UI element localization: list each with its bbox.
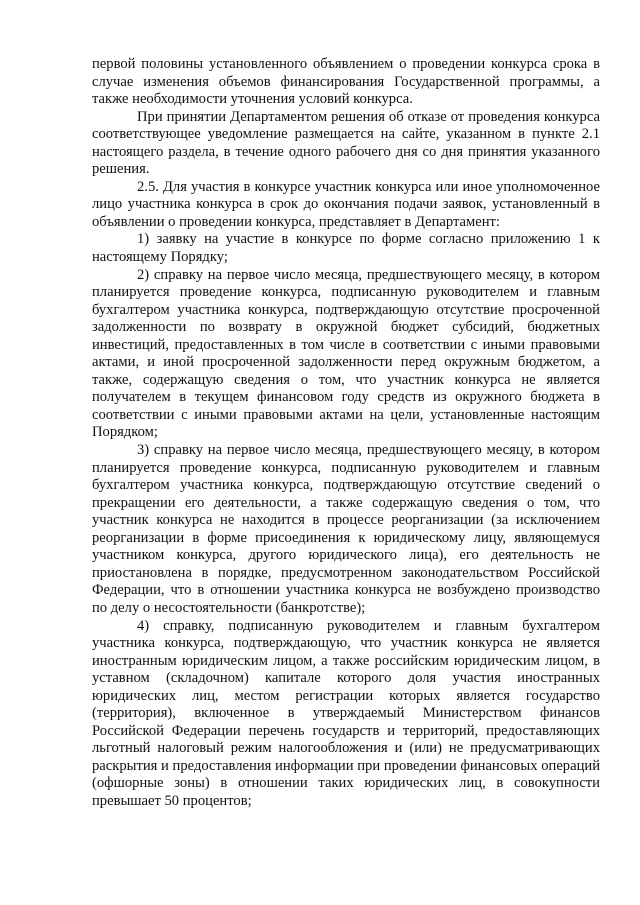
paragraph-continuation: первой половины установленного объявлением о проведении конкурса срока в случае изменения объемов финансирования Государственной программы, а также необходимости уточнения условий конкурса. — [92, 56, 600, 108]
list-item-4: 4) справку, подписанную руководителем и главным бухгалтером участника конкурса, подтверждающую, что участник конкурса не является иностранным юридическим лицом, а также российским юридическим лицом, в уставном (складочном) капитале которого доля участия иностранных юридических лиц, местом регистрации которых является государство (территория), включенное в утверждаемый Министерством финансов Российской Федерации перечень государств и территорий, предоставляющих льготный налоговый режим налогообложения и (или) не предусматривающих раскрытия и предоставления информации при проведении финансовых операций (офшорные зоны) в отношении таких юридических лиц, в совокупности превышает 50 процентов; — [92, 617, 600, 809]
paragraph-section-2-5: 2.5. Для участия в конкурсе участник конкурса или иное уполномоченное лицо участника конкурса в срок до окончания подачи заявок, установленный в объявлении о проведении конкурса, представляет в Департамент: — [92, 178, 600, 230]
list-item-1: 1) заявку на участие в конкурсе по форме согласно приложению 1 к настоящему Порядку; — [92, 231, 600, 266]
document-page — [92, 56, 600, 811]
list-item-3: 3) справку на первое число месяца, предшествующего месяцу, в котором планируется проведение конкурса, подписанную руководителем и главным бухгалтером участника конкурса, подтверждающую отсутствие сведений о прекращении его деятельности, а также содержащую сведения о том, что участник конкурса не находится в процессе реорганизации (за исключением реорганизации в форме присоединения к юридическому лицу, являющемуся участником конкурса, другого юридического лица), его деятельность не приостановлена в порядке, предусмотренном законодательством Российской Федерации, что в отношении участника конкурса не возбуждено производство по делу о несостоятельности (банкротстве); — [92, 442, 600, 616]
paragraph-refusal-notice: При принятии Департаментом решения об отказе от проведения конкурса соответствующее уведомление размещается на сайте, указанном в пункте 2.1 настоящего раздела, в течение одного рабочего дня со дня принятия указанного решения. — [92, 108, 600, 178]
list-item-2: 2) справку на первое число месяца, предшествующего месяцу, в котором планируется проведение конкурса, подписанную руководителем и главным бухгалтером участника конкурса, подтверждающую отсутствие просроченной задолженности по возврату в окружной бюджет субсидий, бюджетных инвестиций, предоставленных в том числе в соответствии с иными правовыми актами, и иной просроченной задолженности перед окружным бюджетом, а также, содержащую сведения о том, что участник конкурса не является получателем в текущем финансовом году средств из окружного бюджета в соответствии с иными правовыми актами на цели, установленные настоящим Порядком; — [92, 266, 600, 441]
